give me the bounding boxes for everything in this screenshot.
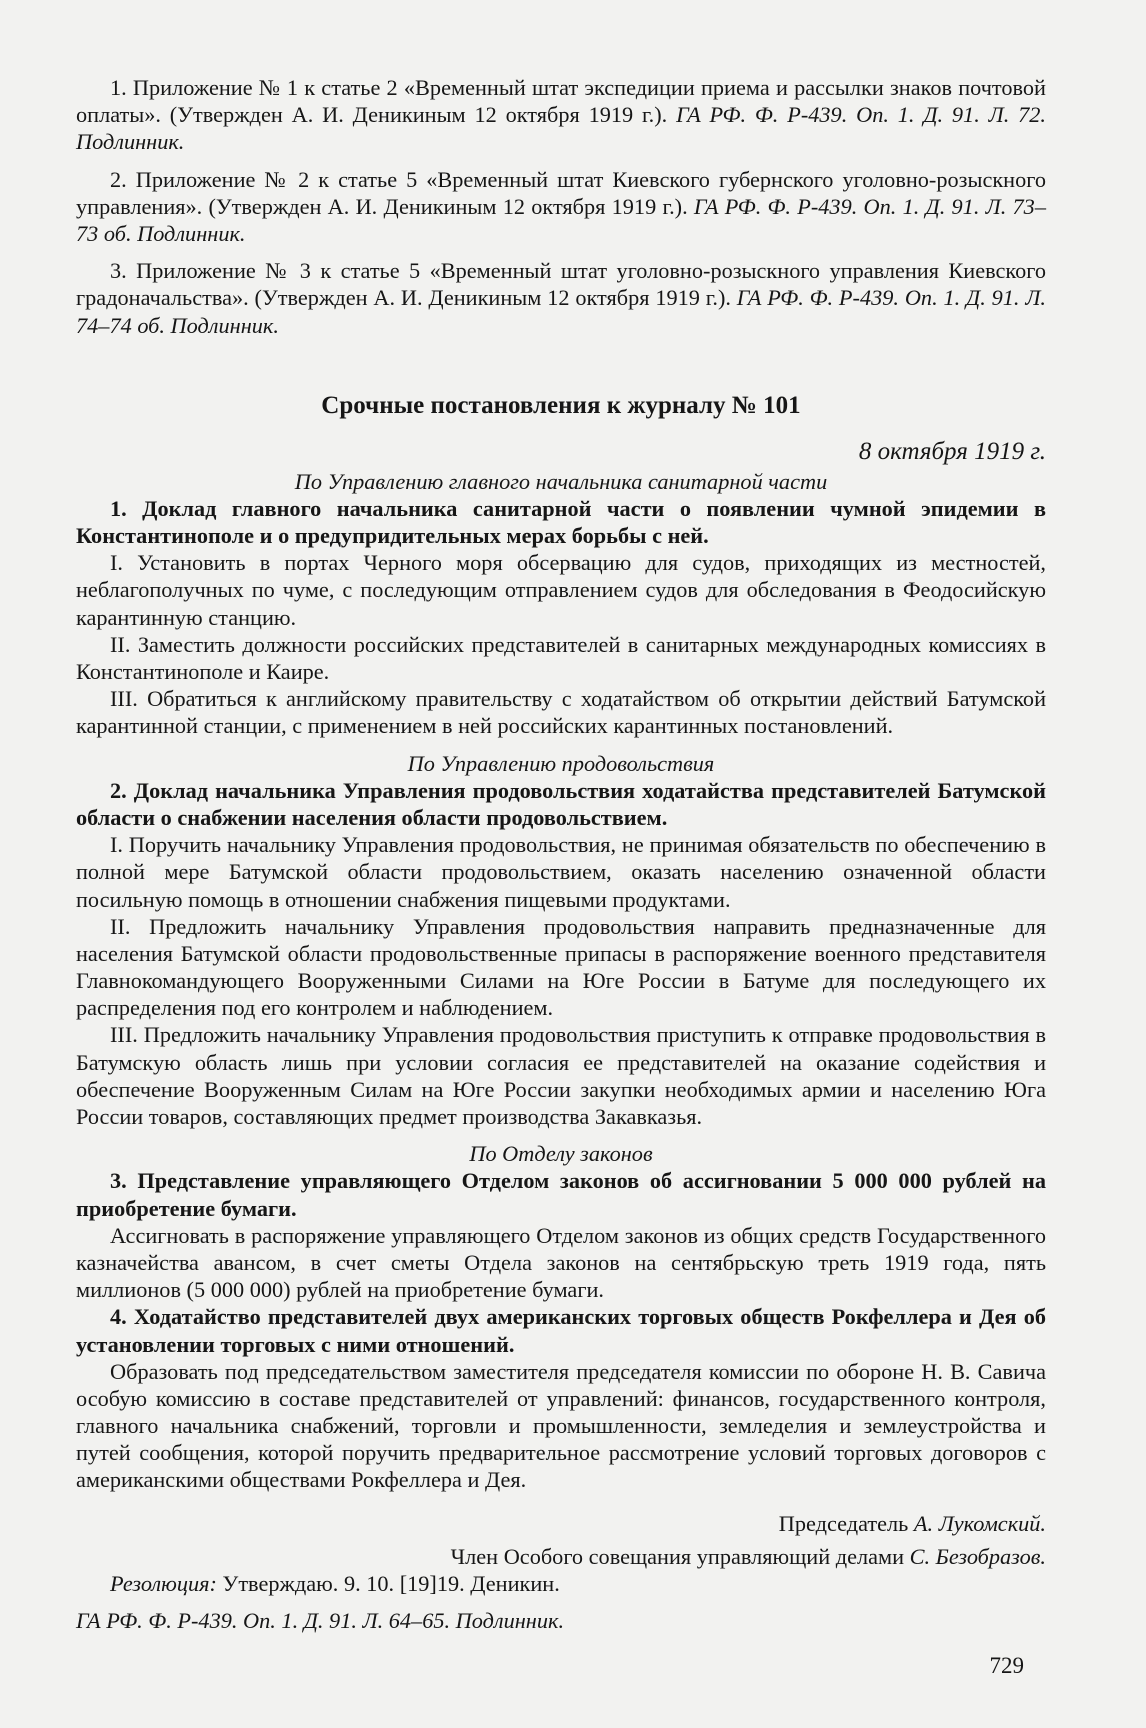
page-number: 729 bbox=[989, 1653, 1024, 1678]
item-3-title: 3. Представление управляющего Отделом законов об ассигновании 5 000 000 рублей на приобретение бумаги. bbox=[76, 1168, 1046, 1221]
note-2-text: 2. Приложение № 2 к статье 5 «Временный штат Киевского губернского уголовно-розыскного управления». (Утвержден А. И. Деникиным 12 октября 1919 г.). bbox=[76, 166, 1046, 219]
resolution-label: Резолюция: bbox=[110, 1571, 217, 1596]
section-heading-sanitary: По Управлению главного начальника санитарной части bbox=[294, 468, 828, 494]
member-signature bbox=[76, 1543, 1046, 1570]
member-label: Член Особого совещания управляющий делами bbox=[450, 1543, 910, 1569]
note-1-source: ГА РФ. Ф. Р-439. Оп. 1. Д. 91. Л. 72. Подлинник. bbox=[76, 102, 1046, 155]
item-1-para-3: III. Обратиться к английскому правительству с ходатайством об открытии действий Батумской карантинной станции, с применением в ней российских карантинных постановлений. bbox=[76, 686, 1046, 739]
chair-name: А. Лукомский. bbox=[913, 1510, 1046, 1536]
resolution-text: Утверждаю. 9. 10. [19]19. Деникин. bbox=[216, 1571, 560, 1596]
appendix-note-3 bbox=[76, 257, 1046, 339]
resolution bbox=[76, 1570, 1046, 1597]
document-date: 8 октября 1919 г. bbox=[858, 438, 1046, 466]
item-2-para-3: III. Предложить начальнику Управления продовольствия приступить к отправке продовольствия в Батумскую область лишь при условии согласия ее представителей на оказание содействия и обеспечение Вооруженным Силам на Юге России закупки необходимых армии и населению Юга России товаров, составляющих предмет производства Закавказья. bbox=[76, 1022, 1046, 1129]
appendix-note-1 bbox=[76, 74, 1046, 156]
item-4-title: 4. Ходатайство представителей двух американских торговых обществ Рокфеллера и Дея об установлении торговых с ними отношений. bbox=[76, 1304, 1046, 1357]
note-2-source: ГА РФ. Ф. Р-439. Оп. 1. Д. 91. Л. 73–73 об. Подлинник. bbox=[76, 193, 1046, 246]
archive-source: ГА РФ. Ф. Р-439. Оп. 1. Д. 91. Л. 64–65. Подлинник. bbox=[76, 1608, 565, 1634]
chair-signature bbox=[76, 1510, 1046, 1537]
item-4-para-1: Образовать под председательством заместителя председателя комиссии по обороне Н. В. Савича особую комиссию в составе представителей от управлений: финансов, государственного контроля, главного начальника снабжений, торговли и промышленности, земледелия и землеустройства и путей сообщения, которой поручить предварительное рассмотрение условий торговых договоров с американскими обществами Рокфеллера и Дея. bbox=[76, 1358, 1046, 1493]
item-1-title: 1. Доклад главного начальника санитарной части о появлении чумной эпидемии в Константинополе и о предупридительных мерах борьбы с ней. bbox=[76, 495, 1046, 549]
appendix-note-2 bbox=[76, 166, 1046, 248]
item-3-para-1: Ассигновать в распоряжение управляющего Отделом законов из общих средств Государственного казначейства авансом, в счет сметы Отдела законов на сентябрьскую треть 1919 года, пять миллионов (5 000 000) рублей на приобретение бумаги. bbox=[76, 1222, 1046, 1303]
note-3-source: ГА РФ. Ф. Р-439. Оп. 1. Д. 91. Л. 74–74 об. Подлинник. bbox=[76, 285, 1046, 338]
chair-label: Председатель bbox=[778, 1510, 914, 1536]
item-1-para-2: II. Заместить должности российских представителей в санитарных международных комиссиях в Константинополе и Каире. bbox=[76, 631, 1046, 684]
item-2-para-1: I. Поручить начальнику Управления продовольствия, не принимая обязательств по обеспечению в полной мере Батумской области продовольствием, оказать населению означенной области посильную помощь в отношении снабжения пищевыми продуктами. bbox=[76, 832, 1046, 912]
note-3-text: 3. Приложение № 3 к статье 5 «Временный штат уголовно-розыскного управления Киевского градоначальства». (Утвержден А. И. Деникиным 12 октября 1919 г.). bbox=[76, 258, 1046, 311]
section-heading-laws: По Отделу законов bbox=[469, 1141, 653, 1167]
section-heading-food: По Управлению продовольствия bbox=[407, 750, 715, 776]
document-heading: Срочные постановления к журналу № 101 bbox=[321, 391, 801, 419]
item-2-title: 2. Доклад начальника Управления продовольствия ходатайства представителей Батумской области о снабжении населения области продовольствием. bbox=[76, 777, 1046, 830]
item-2-para-2: II. Предложить начальнику Управления продовольствия направить предназначенные для населения Батумской области продовольственные припасы в распоряжение военного представителя Главнокомандующего Вооруженными Силами на Юге России в Батуме для последующего их распределения под его контролем и наблюдением. bbox=[76, 913, 1046, 1021]
item-1-para-1: I. Установить в портах Черного моря обсервацию для судов, приходящих из местностей, неблагополучных по чуме, с последующим отправлением судов для обследования в Феодосийскую карантинную станцию. bbox=[76, 550, 1046, 630]
member-name: С. Безобразов. bbox=[909, 1543, 1046, 1569]
note-1-text: 1. Приложение № 1 к статье 2 «Временный штат экспедиции приема и рассылки знаков почтовой оплаты». (Утвержден А. И. Деникиным 12 октября 1919 г.). bbox=[76, 75, 1046, 128]
